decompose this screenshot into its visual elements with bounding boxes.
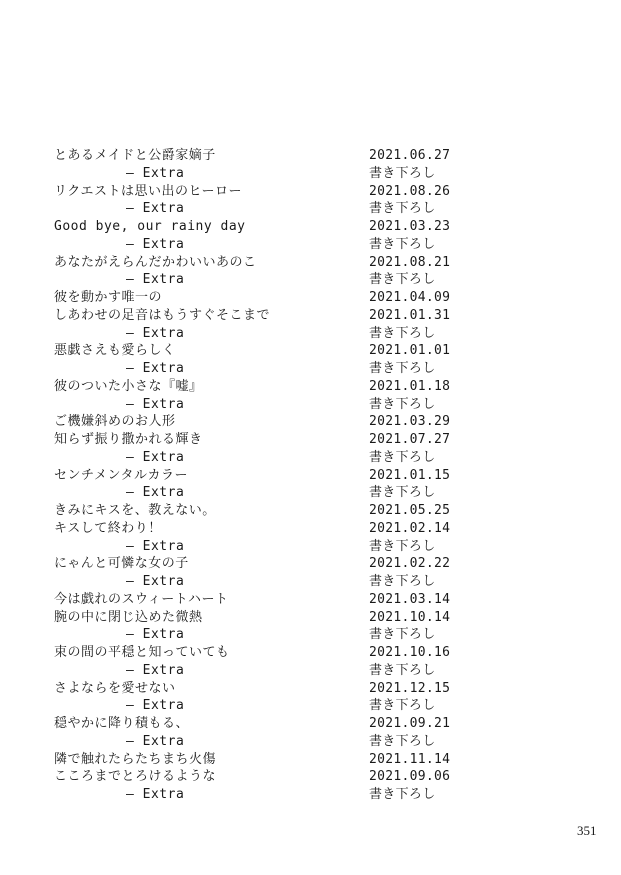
toc-note: 書き下ろし [369, 787, 436, 802]
toc-extra-row [54, 786, 454, 804]
toc-title: しあわせの足音はもうすぐそこまで [54, 307, 271, 323]
toc-date: 2021.10.14 [369, 609, 451, 625]
toc-note: 書き下ろし [369, 627, 436, 643]
toc-extra-label: — Extra [126, 272, 185, 288]
toc-row [54, 555, 454, 573]
toc-extra-row [54, 662, 454, 680]
toc-title: 隣で触れたらたちまち火傷 [54, 751, 217, 767]
toc-date: 2021.01.15 [369, 467, 451, 483]
toc-date: 2021.07.27 [369, 432, 451, 447]
toc-row [54, 520, 454, 538]
toc-date: 2021.01.01 [369, 343, 451, 359]
toc-extra-row [54, 484, 454, 502]
toc-extra-row [54, 271, 454, 289]
toc-title: 知らず振り撒かれる輝き [54, 432, 203, 447]
toc-note: 書き下ろし [369, 449, 436, 465]
toc-date: 2021.04.09 [369, 290, 451, 305]
toc-date: 2021.06.27 [369, 148, 451, 163]
toc-extra-row [54, 236, 454, 254]
toc-date: 2021.03.23 [369, 219, 451, 234]
toc-note: 書き下ろし [369, 272, 436, 288]
toc-extra-label: — Extra [126, 698, 185, 714]
toc-title: あなたがえらんだかわいいあのこ [54, 254, 257, 270]
toc-row [54, 147, 454, 165]
toc-extra-row [54, 573, 454, 591]
toc-title: キスして終わり！ [54, 520, 162, 536]
toc-note: 書き下ろし [369, 485, 436, 501]
toc-extra-label: — Extra [126, 201, 185, 217]
toc-note: 書き下ろし [369, 201, 436, 217]
toc-title: 穏やかに降り積もる、 [54, 716, 190, 731]
table-of-contents [54, 147, 454, 804]
toc-title: 悪戯さえも愛らしく [54, 343, 176, 359]
toc-date: 2021.03.29 [369, 414, 451, 430]
toc-row [54, 183, 454, 201]
toc-row [54, 467, 454, 485]
toc-extra-row [54, 360, 454, 378]
toc-extra-row [54, 325, 454, 343]
toc-date: 2021.11.14 [369, 751, 451, 767]
toc-title: とあるメイドと公爵家嫡子 [54, 148, 216, 163]
toc-note: 書き下ろし [369, 662, 436, 678]
toc-date: 2021.10.16 [369, 645, 451, 660]
toc-date: 2021.02.22 [369, 556, 451, 572]
toc-extra-label: — Extra [126, 538, 185, 554]
toc-row [54, 715, 454, 733]
toc-date: 2021.08.26 [369, 183, 451, 199]
toc-row [54, 644, 454, 662]
toc-extra-row [54, 626, 454, 644]
toc-title: 腕の中に閉じ込めた微熱 [54, 609, 203, 625]
toc-extra-label: — Extra [126, 574, 185, 589]
toc-note: 書き下ろし [369, 396, 436, 412]
toc-date: 2021.01.31 [369, 307, 451, 323]
toc-date: 2021.01.18 [369, 378, 451, 394]
toc-extra-label: — Extra [126, 787, 185, 802]
toc-title: 彼を動かす唯一の [54, 290, 163, 305]
toc-extra-label: — Extra [126, 325, 185, 341]
toc-extra-row [54, 733, 454, 751]
toc-row [54, 609, 454, 627]
toc-title: 彼のついた小さな『嘘』 [54, 378, 203, 394]
toc-title: にゃんと可憐な女の子 [54, 556, 189, 572]
toc-row [54, 680, 454, 698]
toc-row [54, 431, 454, 449]
toc-row [54, 502, 454, 520]
toc-row [54, 378, 454, 396]
toc-extra-label: — Extra [126, 662, 185, 678]
toc-row [54, 768, 454, 786]
toc-row [54, 413, 454, 431]
toc-row [54, 218, 454, 236]
toc-extra-row [54, 396, 454, 414]
toc-date: 2021.12.15 [369, 680, 451, 696]
toc-extra-row [54, 165, 454, 183]
toc-row [54, 751, 454, 769]
toc-row [54, 289, 454, 307]
toc-extra-label: — Extra [126, 733, 185, 749]
toc-title: 束の間の平穏と知っていても [54, 645, 230, 660]
toc-row [54, 254, 454, 272]
toc-note: 書き下ろし [369, 325, 436, 341]
toc-title: さよならを愛せない [54, 680, 176, 696]
toc-date: 2021.08.21 [369, 254, 451, 270]
toc-note: 書き下ろし [369, 733, 436, 749]
toc-title: センチメンタルカラー [54, 467, 188, 483]
toc-extra-label: — Extra [126, 236, 185, 252]
toc-note: 書き下ろし [369, 574, 436, 589]
toc-title: Good bye, our rainy day [54, 219, 246, 234]
toc-date: 2021.09.06 [369, 769, 451, 785]
toc-note: 書き下ろし [369, 165, 436, 181]
toc-row [54, 307, 454, 325]
toc-note: 書き下ろし [369, 698, 436, 714]
toc-extra-label: — Extra [126, 396, 185, 412]
toc-title: リクエストは思い出のヒーロー [54, 183, 242, 199]
toc-row [54, 591, 454, 609]
toc-extra-row [54, 697, 454, 715]
toc-title: ご機嫌斜めのお人形 [54, 414, 176, 430]
toc-extra-label: — Extra [126, 361, 185, 376]
toc-note: 書き下ろし [369, 538, 436, 554]
toc-date: 2021.05.25 [369, 503, 451, 518]
toc-extra-row [54, 200, 454, 218]
toc-title: きみにキスを、教えない。 [54, 503, 216, 518]
toc-note: 書き下ろし [369, 361, 436, 376]
page-number: 351 [577, 823, 597, 838]
toc-date: 2021.02.14 [369, 520, 451, 536]
toc-note: 書き下ろし [369, 236, 436, 252]
toc-row [54, 342, 454, 360]
toc-extra-label: — Extra [126, 627, 185, 643]
toc-date: 2021.09.21 [369, 716, 451, 731]
toc-extra-label: — Extra [126, 165, 185, 181]
toc-extra-label: — Extra [126, 485, 185, 501]
toc-date: 2021.03.14 [369, 591, 451, 607]
toc-extra-row [54, 449, 454, 467]
toc-extra-row [54, 538, 454, 556]
toc-title: こころまでとろけるような [54, 769, 217, 785]
toc-title: 今は戯れのスウィートハート [54, 591, 229, 607]
toc-extra-label: — Extra [126, 449, 185, 465]
